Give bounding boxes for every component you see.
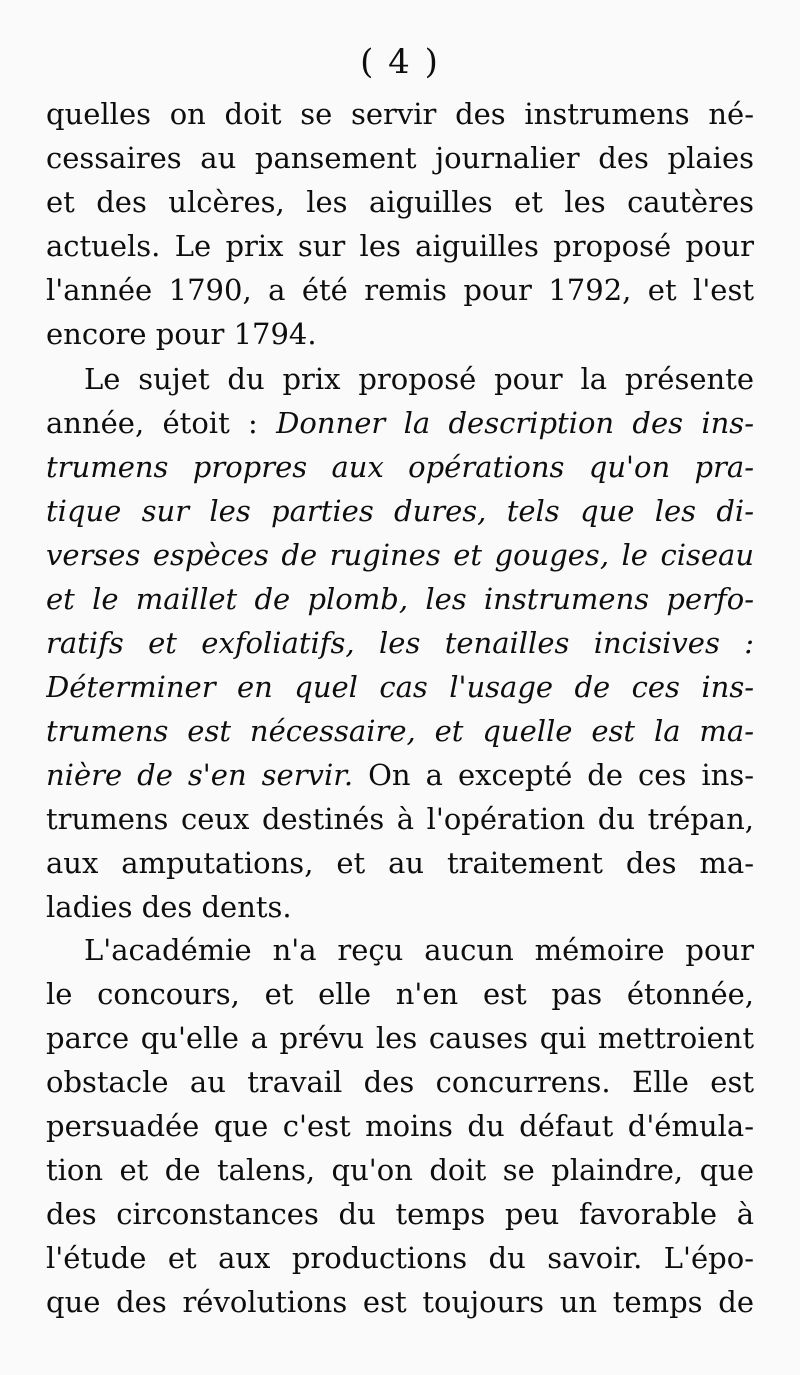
text-segment: année, étoit : — [46, 406, 277, 440]
text-line: le concours, et elle n'en est pas étonnée, — [46, 977, 754, 1011]
text-line: actuels. Le prix sur les aiguilles proposé pour — [46, 229, 754, 263]
text-line: ladies des dents. — [46, 890, 292, 924]
paragraph-1 — [46, 92, 754, 356]
text-line: persuadée que c'est moins du défaut d'émula- — [46, 1109, 754, 1143]
text-line — [46, 928, 754, 972]
text-line: parce qu'elle a prévu les causes qui mettroient — [46, 1021, 754, 1055]
text-line: cessaires au pansement journalier des plaies — [46, 141, 754, 175]
text-line: et des ulcères, les aiguilles et les cautères — [46, 185, 754, 219]
paragraph-3 — [46, 928, 754, 1324]
text-line: aux amputations, et au traitement des ma- — [46, 846, 754, 880]
italic-line: Déterminer en quel cas l'usage de ces ins- — [46, 670, 754, 704]
text-line: tion et de talens, qu'on doit se plaindre, que — [46, 1153, 754, 1187]
italic-line: et le maillet de plomb, les instrumens perfo- — [46, 582, 754, 616]
text-line: quelles on doit se servir des instrumens né- — [46, 97, 754, 131]
text-line — [46, 357, 754, 401]
text-segment: Le sujet du prix proposé pour la présente — [84, 362, 754, 396]
text-line — [46, 753, 754, 797]
italic-line: ratifs et exfoliatifs, les tenailles incisives : — [46, 626, 754, 660]
text-line: des circonstances du temps peu favorable à — [46, 1197, 754, 1231]
italic-line: trumens propres aux opérations qu'on pra- — [46, 450, 754, 484]
text-line: l'année 1790, a été remis pour 1792, et l'est — [46, 273, 754, 307]
text-line: l'étude et aux productions du savoir. L'épo- — [46, 1241, 754, 1275]
italic-segment: Donner la description des ins- — [276, 406, 754, 440]
paragraph-2 — [46, 357, 754, 929]
page-number: ( 4 ) — [360, 42, 440, 82]
text-line — [46, 401, 754, 445]
text-line: encore pour 1794. — [46, 317, 317, 351]
italic-segment: nière de s'en servir. — [46, 758, 354, 792]
text-line: obstacle au travail des concurrens. Elle est — [46, 1065, 754, 1099]
italic-line: trumens est nécessaire, et quelle est la ma- — [46, 714, 754, 748]
text-segment: L'académie n'a reçu aucun mémoire pour — [84, 933, 754, 967]
text-line: trumens ceux destinés à l'opération du trépan, — [46, 802, 754, 836]
italic-line: tique sur les parties dures, tels que les di- — [46, 494, 754, 528]
text-line: que des révolutions est toujours un temps de — [46, 1285, 754, 1319]
italic-line: verses espèces de rugines et gouges, le ciseau — [46, 538, 754, 572]
text-segment: On a excepté de ces ins- — [353, 758, 754, 792]
